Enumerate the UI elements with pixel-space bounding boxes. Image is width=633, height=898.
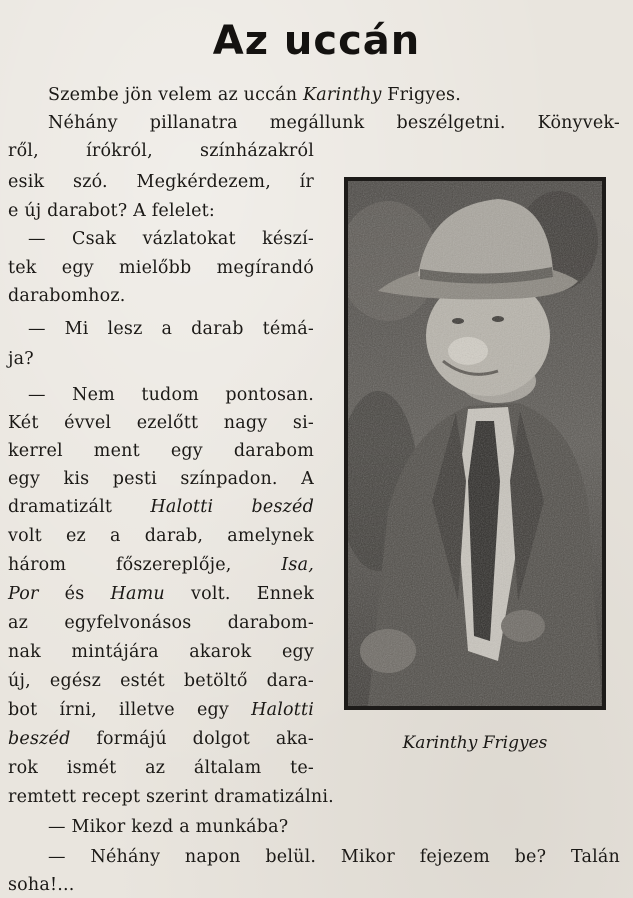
text-line: tek egy mielőbb megírandó [8,258,314,278]
text-line: bot írni, illetve egy Halotti [8,700,314,720]
portrait-photo [344,177,606,710]
text-line: — Csak vázlatokat készí- [28,229,314,249]
text-line: — Mikor kezd a munkába? [48,817,289,837]
text-line: darabomhoz. [8,286,126,306]
portrait-image [348,181,602,706]
text-line: volt ez a darab, amelynek [8,526,314,546]
text-line: ja? [8,349,34,369]
text-line: e új darabot? A felelet: [8,201,215,221]
text-line: soha!... [8,875,75,895]
article-title: Az uccán [212,18,421,64]
text-line: beszéd formájú dolgot aka- [8,729,314,749]
text-line: dramatizált Halotti beszéd [8,497,315,517]
text-line: esik szó. Megkérdezem, ír [8,172,314,192]
text-line: Két évvel ezelőtt nagy si- [8,413,314,433]
text-line: — Mi lesz a darab témá- [28,319,314,339]
text-line: Szembe jön velem az uccán Karinthy Frigyes. [48,85,461,105]
text-line: egy kis pesti színpadon. A [8,469,314,489]
text-line: nak mintájára akarok egy [8,642,314,662]
text-line: Néhány pillanatra megállunk beszélgetni. Könyvek- [48,113,620,133]
text-line: kerrel ment egy darabom [8,441,314,461]
text-line: Por és Hamu volt. Ennek [8,584,315,604]
text-line: — Néhány napon belül. Mikor fejezem be? Talán [48,847,620,867]
text-line: rok ismét az általam te- [8,758,314,778]
text-line: három főszereplője, Isa, [8,555,314,575]
photo-caption: Karinthy Frigyes [402,733,548,753]
text-line: ről, írókról, színházakról [8,141,314,161]
text-line: — Nem tudom pontosan. [28,385,314,405]
text-line: új, egész estét betöltő dara- [8,671,314,691]
text-line: remtett recept szerint dramatizálni. [8,787,334,807]
text-line: az egyfelvonásos darabom- [8,613,314,633]
